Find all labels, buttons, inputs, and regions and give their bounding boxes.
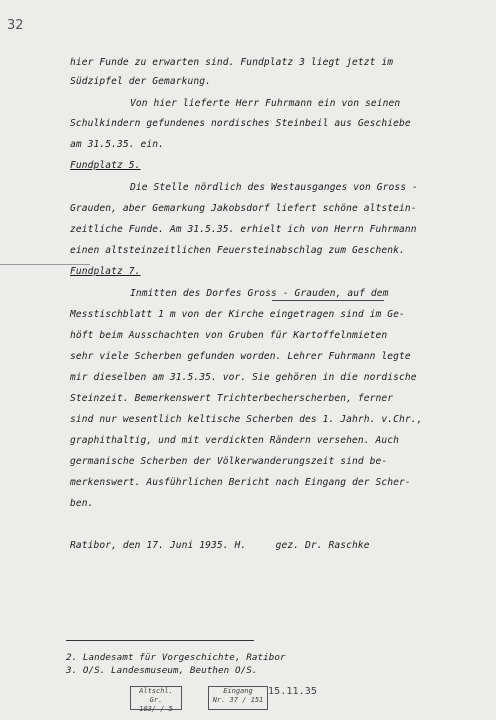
stamp-text: Eingang: [223, 687, 253, 695]
archive-stamp-left: [130, 686, 182, 713]
text-line: merkenswert. Ausführlichen Bericht nach Eingang der Scher-: [70, 477, 411, 488]
archive-stamp-right: [208, 686, 268, 710]
text-line: sind nur wesentlich keltische Scherben des 1. Jahrh. v.Chr.,: [70, 414, 423, 425]
text-line: graphithaltig, und mit verdickten Rändern versehen. Auch: [70, 435, 400, 446]
text-line: zeitliche Funde. Am 31.5.35. erhielt ich von Herrn Fuhrmann: [70, 224, 417, 235]
text-line: Inmitten des Dorfes Gross - Grauden, auf dem: [130, 288, 389, 299]
divider: [66, 640, 254, 641]
text-line: germanische Scherben der Völkerwanderungszeit sind be-: [70, 456, 388, 467]
text-line: am 31.5.35. ein.: [70, 139, 165, 150]
pencil-mark-line: [0, 264, 90, 265]
text-line: mir dieselben am 31.5.35. vor. Sie gehören in die nordische: [70, 372, 417, 383]
text-line: Südzipfel der Gemarkung.: [70, 76, 212, 87]
section-heading-fundplatz-5: Fundplatz 5.: [70, 160, 141, 171]
underline-gross-grauden: [272, 300, 384, 301]
section-heading-fundplatz-7: Fundplatz 7.: [70, 266, 141, 277]
signature-line: Ratibor, den 17. Juni 1935. H. gez. Dr. Raschke: [70, 540, 370, 551]
distribution-line: 2. Landesamt für Vorgeschichte, Ratibor: [66, 652, 286, 663]
text-line: sehr viele Scherben gefunden worden. Lehrer Fuhrmann legte: [70, 351, 411, 362]
text-line: Von hier lieferte Herr Fuhrmann ein von seinen: [130, 98, 401, 109]
text-line: Schulkindern gefundenes nordisches Steinbeil aus Geschiebe: [70, 118, 411, 129]
text-line: höft beim Ausschachten von Gruben für Kartoffelnmieten: [70, 330, 388, 341]
stamp-date: 15.11.35: [268, 686, 317, 697]
stamp-text: Altschl. Gr.: [139, 687, 173, 704]
page-number: 32: [7, 18, 24, 33]
stamp-text: 103/ / 5: [139, 705, 173, 713]
text-line: ben.: [70, 498, 94, 509]
text-line: Steinzeit. Bemerkenswert Trichterbecherscherben, ferner: [70, 393, 394, 404]
text-line: hier Funde zu erwarten sind. Fundplatz 3 liegt jetzt im: [70, 57, 394, 68]
text-line: Messtischblatt 1 m von der Kirche eingetragen sind im Ge-: [70, 309, 405, 320]
text-line: Grauden, aber Gemarkung Jakobsdorf liefert schöne altstein-: [70, 203, 417, 214]
text-line: einen altsteinzeitlichen Feuersteinabschlag zum Geschenk.: [70, 245, 405, 256]
stamp-text: Nr. 37 / 151: [212, 696, 264, 704]
distribution-line: 3. O/S. Landesmuseum, Beuthen O/S.: [66, 665, 258, 676]
text-line: Die Stelle nördlich des Westausganges von Gross -: [130, 182, 418, 193]
